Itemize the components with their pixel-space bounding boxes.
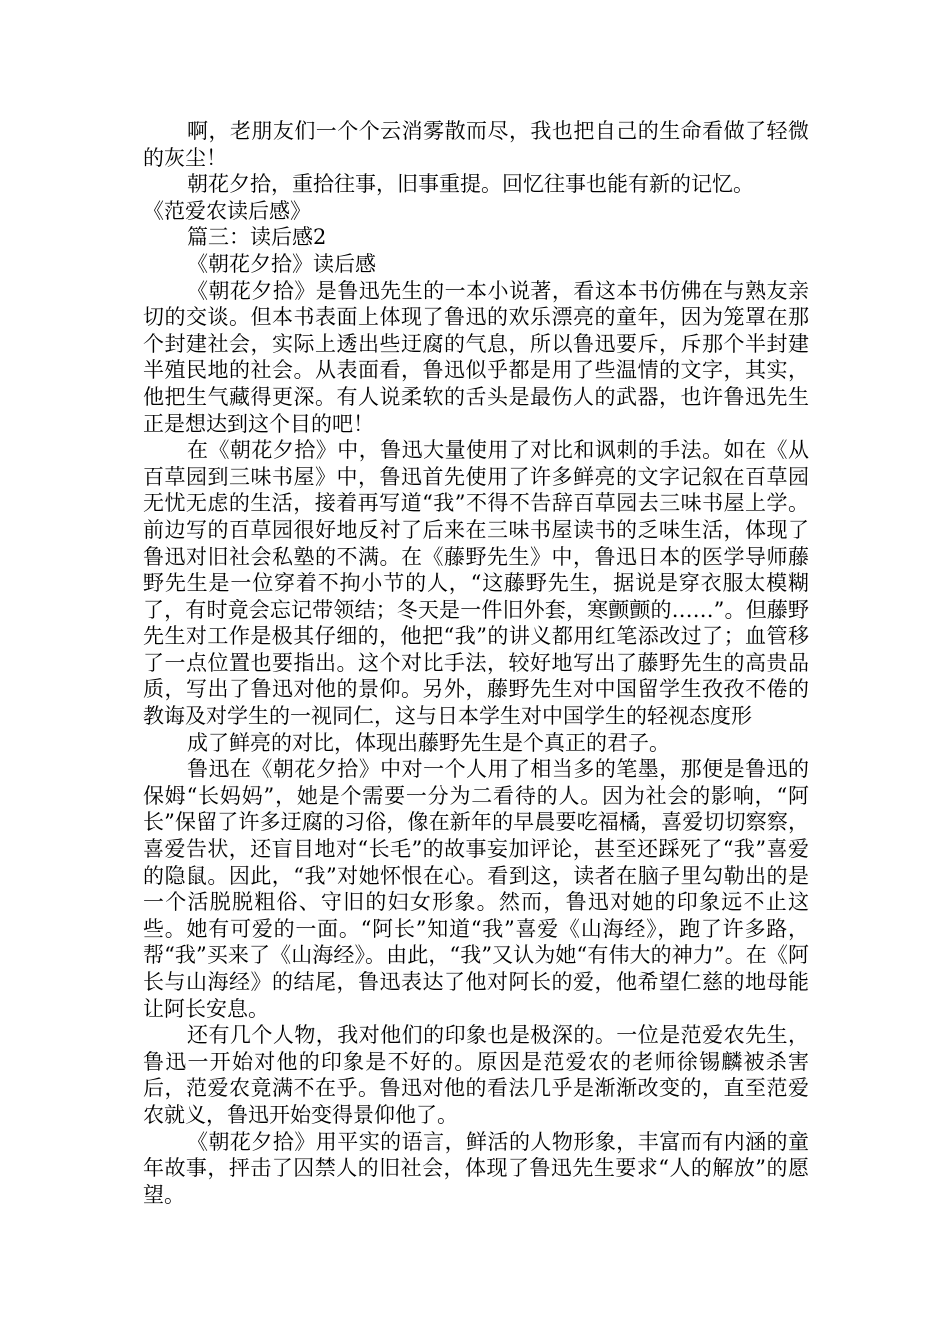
section-heading: 篇三：读后感2 bbox=[187, 225, 327, 250]
paragraph-11: 《朝花夕拾》用平实的语言，鲜活的人物形象，丰富而有内涵的童年故事，抨击了囚禁人的旧社会，体现了鲁迅先生要求“人的解放”的愿望。 bbox=[143, 1129, 809, 1207]
paragraph-6: 《朝花夕拾》是鲁迅先生的一本小说著，看这本书仿佛在与熟友亲切的交谈。但本书表面上体现了鲁迅的欢乐漂亮的童年，因为笼罩在那个封建社会，实际上透出些迂腐的气息，所以鲁迅要斥，斥那个半封建半殖民地的社会。从表面看，鲁迅似乎都是用了些温情的文字，其实，他把生气藏得更深。有人说柔软的舌头是最伤人的武器，也许鲁迅先生正是想达到这个目的吧！ bbox=[143, 278, 809, 436]
paragraph-3: 《范爱农读后感》 bbox=[143, 198, 311, 223]
paragraph-8: 成了鲜亮的对比，体现出藤野先生是个真正的君子。 bbox=[187, 730, 670, 755]
document-body bbox=[143, 118, 809, 1208]
essay-title: 《朝花夕拾》读后感 bbox=[187, 251, 376, 276]
paragraph-2: 朝花夕拾，重拾往事，旧事重提。回忆往事也能有新的记忆。 bbox=[187, 172, 754, 197]
paragraph-7: 在《朝花夕拾》中，鲁迅大量使用了对比和讽刺的手法。如在《从百草园到三味书屋》中，鲁迅首先使用了许多鲜亮的文字记叙在百草园无忧无虑的生活，接着再写道“我”不得不告辞百草园去三味书屋上学。前边写的百草园很好地反衬了后来在三味书屋读书的乏味生活，体现了鲁迅对旧社会私塾的不满。在《藤野先生》中，鲁迅日本的医学导师藤野先生是一位穿着不拘小节的人，“这藤野先生，据说是穿衣服太模糊了，有时竟会忘记带领结；冬天是一件旧外套，寒颤颤的……”。但藤野先生对工作是极其仔细的，他把“我”的讲义都用红笔添改过了；血管移了一点位置也要指出。这个对比手法，较好地写出了藤野先生的高贵品质，写出了鲁迅对他的景仰。另外，藤野先生对中国留学生孜孜不倦的教诲及对学生的一视同仁，这与日本学生对中国学生的轻视态度形 bbox=[143, 438, 809, 729]
paragraph-10: 还有几个人物，我对他们的印象也是极深的。一位是范爱农先生，鲁迅一开始对他的印象是不好的。原因是范爱农的老师徐锡麟被杀害后，范爱农竟满不在乎。鲁迅对他的看法几乎是渐渐改变的，直至范爱农就义，鲁迅开始变得景仰他了。 bbox=[143, 1023, 809, 1127]
paragraph-9: 鲁迅在《朝花夕拾》中对一个人用了相当多的笔墨，那便是鲁迅的保姆“长妈妈”，她是个需要一分为二看待的人。因为社会的影响，“阿长”保留了许多迂腐的习俗，像在新年的早晨要吃福橘，喜爱切切察察，喜爱告状，还盲目地对“长毛”的故事妄加评论，甚至还踩死了“我”喜爱的隐鼠。因此，“我”对她怀恨在心。看到这，读者在脑子里勾勒出的是一个活脱脱粗俗、守旧的妇女形象。然而，鲁迅对她的印象远不止这些。她有可爱的一面。“阿长”知道“我”喜爱《山海经》，跑了许多路，帮“我”买来了《山海经》。由此，“我”又认为她“有伟大的神力”。在《阿长与山海经》的结尾，鲁迅表达了他对阿长的爱，他希望仁慈的地母能让阿长安息。 bbox=[143, 757, 809, 1021]
paragraph-1: 啊，老朋友们一个个云消雾散而尽，我也把自己的生命看做了轻微的灰尘！ bbox=[143, 119, 809, 170]
